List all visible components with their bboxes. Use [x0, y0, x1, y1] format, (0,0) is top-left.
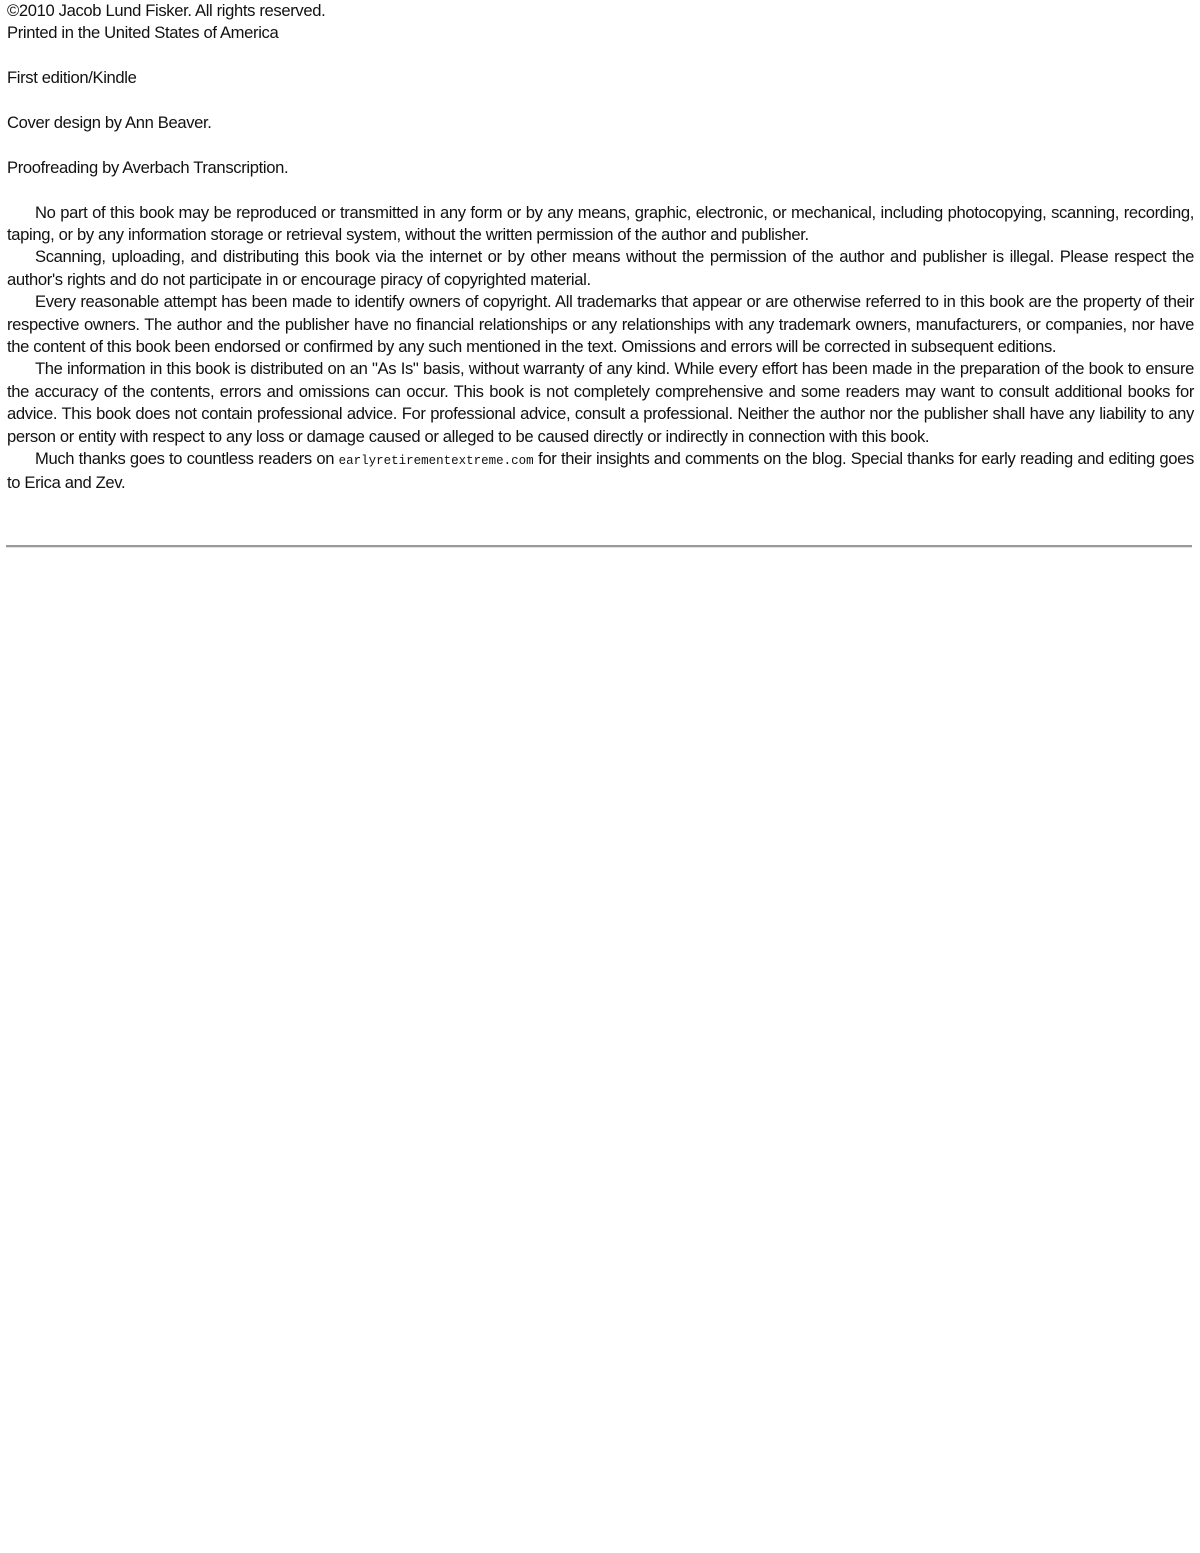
- acknowledgements: [7, 448, 1194, 495]
- edition-line: First edition/Kindle: [7, 68, 137, 88]
- acknowledgements-text-start: Much thanks goes to countless readers on: [35, 449, 339, 469]
- copyright-notice: ©2010 Jacob Lund Fisker. All rights reserved.: [7, 1, 326, 20]
- blog-url: earlyretirementextreme.com: [338, 454, 534, 469]
- printed-location: Printed in the United States of America: [7, 23, 279, 43]
- spacer: [7, 90, 1194, 112]
- cover-design-credit: Cover design by Ann Beaver.: [7, 113, 212, 132]
- piracy-notice: Scanning, uploading, and distributing this book via the internet or by other means without the permission of the author and publisher is illegal. Please respect the author's rights and do not participate in or encourage piracy of copyrighted material.: [7, 247, 1194, 289]
- trademark-notice: Every reasonable attempt has been made to identify owners of copyright. All trademarks that appear or are otherwise referred to in this book are the property of their respective owners. The author and the publisher have no financial relationships or any relationships with any trademark owners, manufacturers, or companies, nor have the content of this book been endorsed or confirmed by any such mentioned in the text. Omissions and errors will be corrected in subsequent editions.: [7, 292, 1194, 357]
- acknowledgements-text-end: for their insights and comments on the blog. Special thanks for early reading and editing goes to Erica and Zev.: [7, 449, 1194, 493]
- spacer: [7, 45, 1194, 67]
- warranty-disclaimer: The information in this book is distributed on an "As Is" basis, without warranty of any kind. While every effort has been made in the preparation of the book to ensure the accuracy of the contents, errors and omissions can occur. This book is not completely comprehensive and some readers may want to consult additional books for advice. This book does not contain professional advice. For professional advice, consult a professional. Neither the author nor the publisher shall have any liability to any person or entity with respect to any loss or damage caused or alleged to be caused directly or indirectly in connection with this book.: [7, 359, 1194, 446]
- reproduction-notice: No part of this book may be reproduced or transmitted in any form or by any means, graphic, electronic, or mechanical, including photocopying, scanning, recording, taping, or by any information storage or retrieval system, without the written permission of the author and publisher.: [7, 202, 1194, 244]
- spacer: [7, 179, 1194, 201]
- copyright-page: [7, 0, 1194, 495]
- spacer: [7, 134, 1194, 156]
- proofreading-credit: Proofreading by Averbach Transcription.: [7, 157, 289, 177]
- page-divider: [6, 545, 1192, 548]
